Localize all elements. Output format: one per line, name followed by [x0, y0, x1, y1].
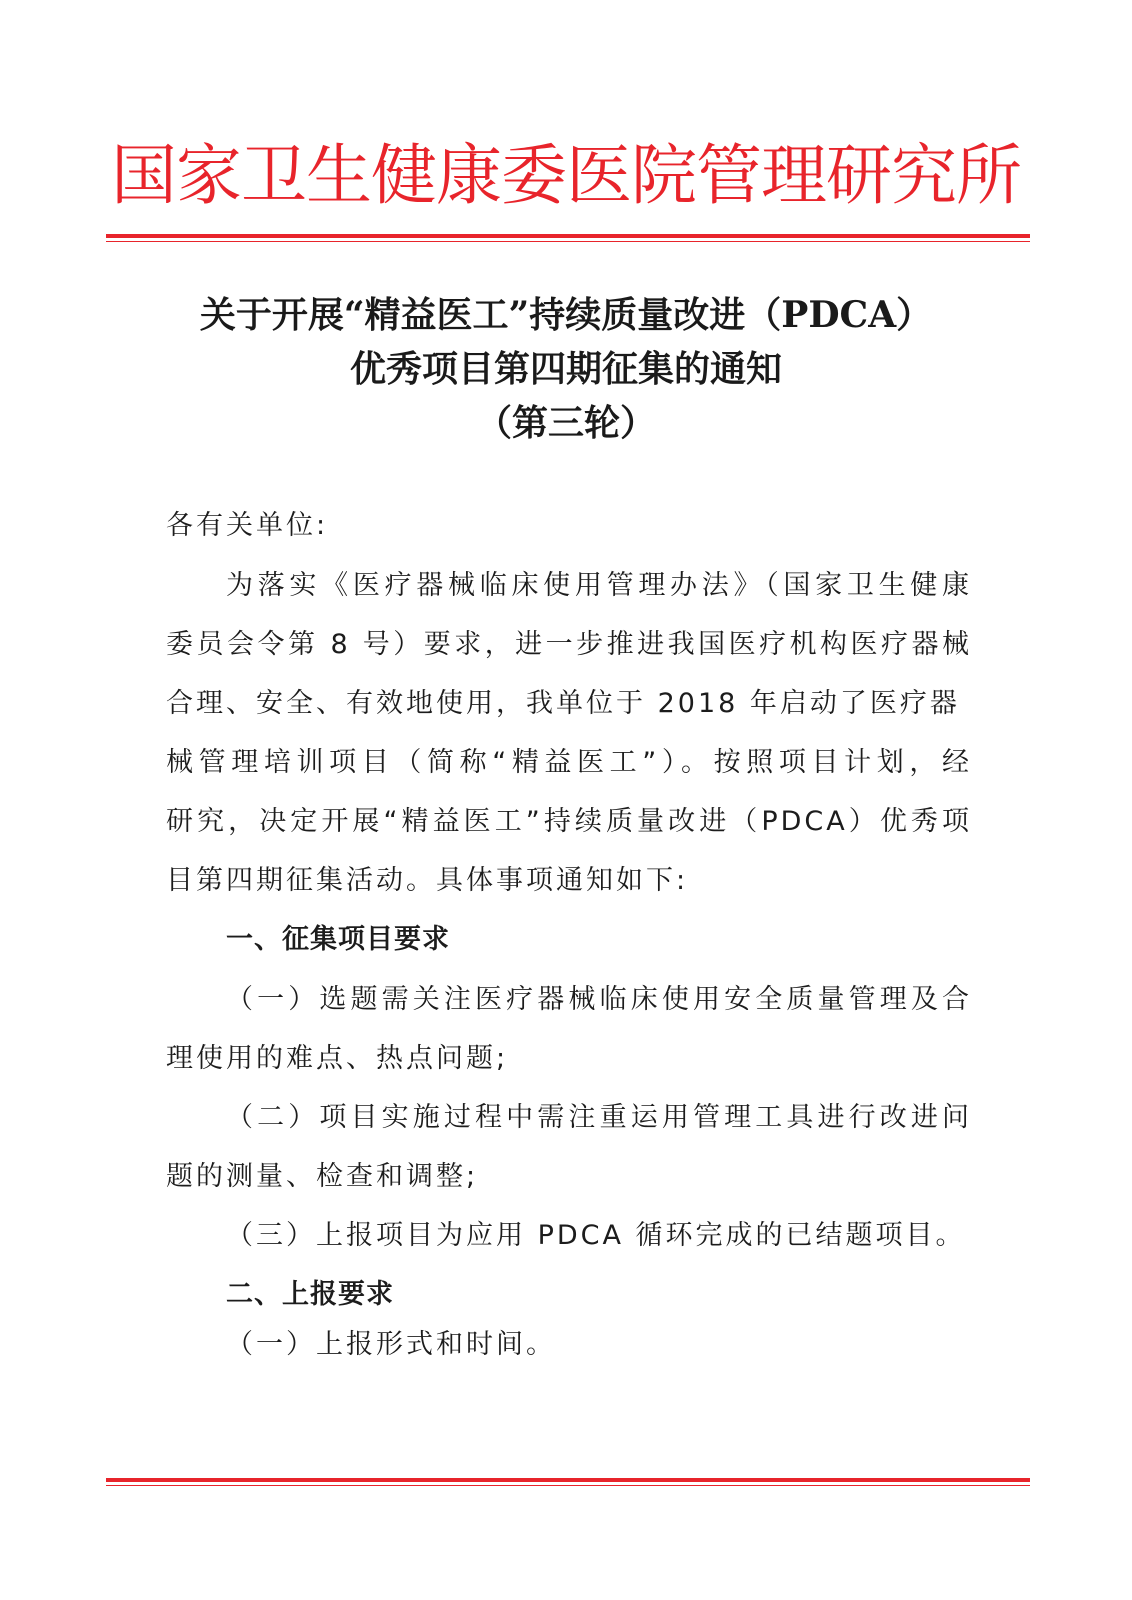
footer-divider-thin-line: [106, 1485, 1030, 1486]
document-title-line-1: 关于开展“精益医工”持续质量改进（PDCA）: [199, 294, 933, 336]
section-2-item-1: （一）上报形式和时间。: [226, 1329, 556, 1360]
section-1-item-2-line-2: 题的测量、检查和调整;: [166, 1161, 479, 1192]
letterhead-divider: [106, 234, 1030, 242]
section-1-item-2-line-1: （二）项目实施过程中需注重运用管理工具进行改进问: [226, 1102, 972, 1133]
section-1-item-1-line-2: 理使用的难点、热点问题;: [166, 1043, 509, 1074]
footer-divider: [106, 1478, 1030, 1486]
divider-thick-line: [106, 234, 1030, 238]
paragraph-1-line-1: 为落实《医疗器械临床使用管理办法》（国家卫生健康: [226, 570, 972, 601]
letterhead-org-name: 国家卫生健康委医院管理研究所: [111, 137, 1021, 214]
divider-thin-line: [106, 241, 1030, 242]
paragraph-1-line-4: 械管理培训项目（简称“精益医工”）。按照项目计划，经: [166, 747, 972, 778]
section-1-item-3: （三）上报项目为应用 PDCA 循环完成的已结题项目。: [226, 1220, 966, 1251]
section-1-heading: 一、征集项目要求: [226, 924, 450, 955]
paragraph-1-line-5: 研究，决定开展“精益医工”持续质量改进（PDCA）优秀项: [166, 806, 972, 837]
footer-divider-thick-line: [106, 1478, 1030, 1482]
section-1-item-1-line-1: （一）选题需关注医疗器械临床使用安全质量管理及合: [226, 984, 972, 1015]
section-2-heading: 二、上报要求: [226, 1279, 394, 1310]
salutation: 各有关单位:: [166, 510, 329, 541]
paragraph-1-line-3: 合理、安全、有效地使用，我单位于 2018 年启动了医疗器: [166, 688, 960, 719]
document-title-line-2: 优秀项目第四期征集的通知: [349, 348, 782, 390]
document-title-line-3: （第三轮）: [475, 402, 656, 444]
paragraph-1-line-2: 委员会令第 8 号）要求，进一步推进我国医疗机构医疗器械: [166, 629, 972, 660]
paragraph-1-line-6: 目第四期征集活动。具体事项通知如下:: [166, 865, 689, 896]
